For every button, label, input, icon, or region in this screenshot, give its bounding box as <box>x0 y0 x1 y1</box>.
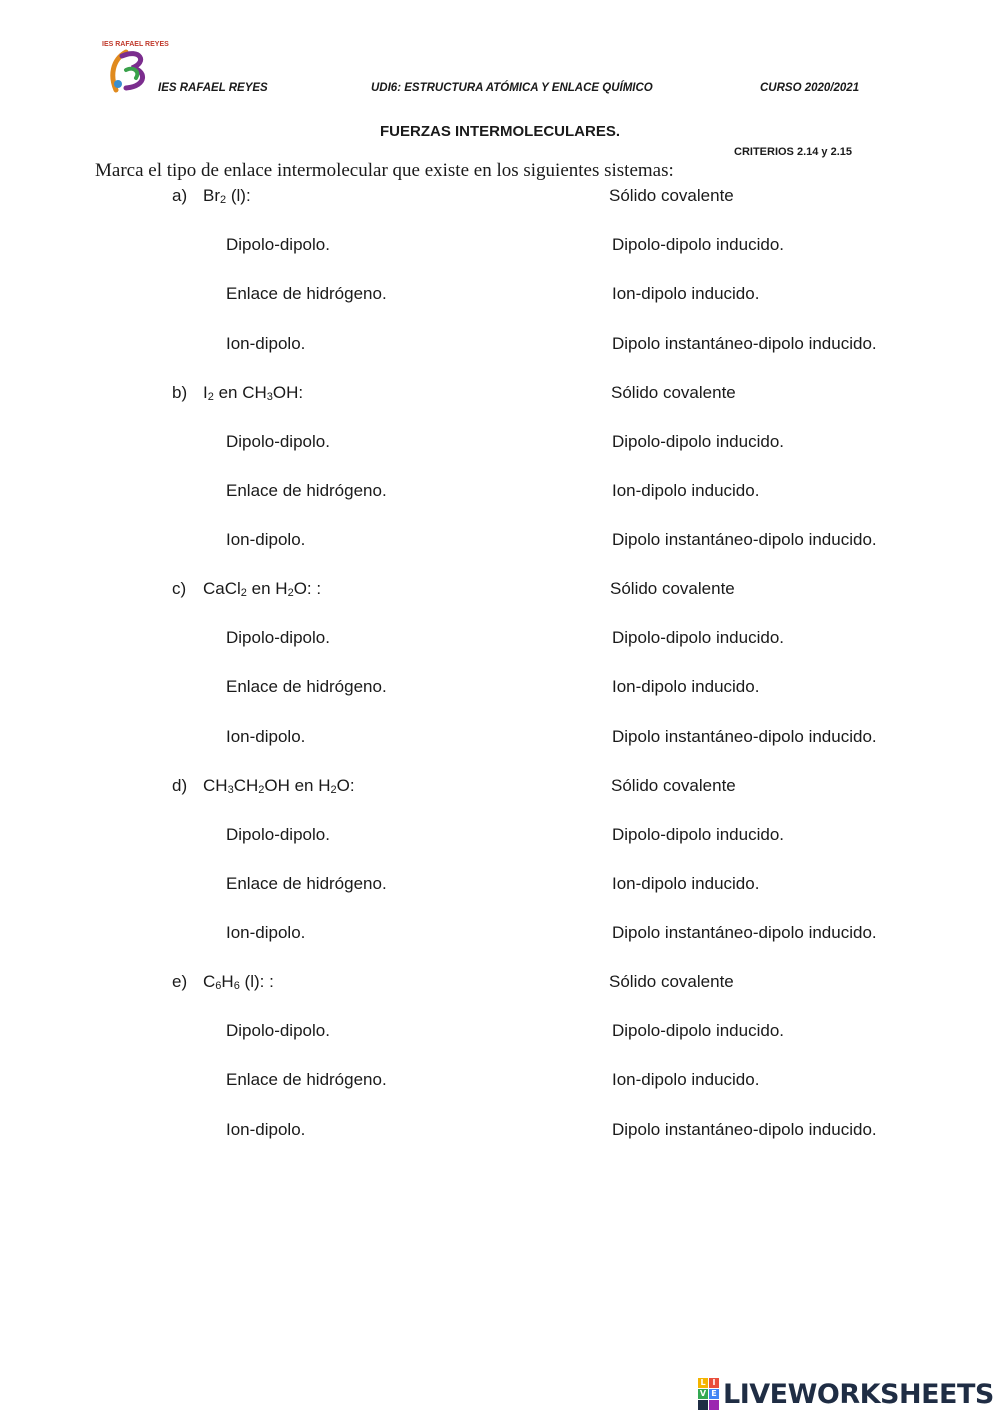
question-formula: $I_2$ en $CH_3OH$: <box>203 382 304 403</box>
option-solid-covalent[interactable]: Sólido covalente <box>611 775 736 795</box>
option-instant[interactable]: Dipolo instantáneo-dipolo inducido. <box>612 923 877 943</box>
question-letter: a) <box>172 186 188 205</box>
question-formula: $C_6H_6$ (l): : <box>203 972 274 992</box>
option-instant[interactable]: Dipolo instantáneo-dipolo inducido. <box>612 1119 877 1139</box>
option-instant[interactable]: Dipolo instantáneo-dipolo inducido. <box>612 530 877 550</box>
option-solid-covalent[interactable]: Sólido covalente <box>610 579 735 598</box>
question-letter: e) <box>172 972 188 991</box>
option-hydrogen[interactable]: Enlace de hidrógeno. <box>226 480 387 500</box>
option-hydrogen[interactable]: Enlace de hidrógeno. <box>226 284 387 304</box>
question-label <box>172 383 303 403</box>
option-hydrogen[interactable]: Enlace de hidrógeno. <box>226 1070 387 1090</box>
option-ion-induced[interactable]: Ion-dipolo inducido. <box>612 1070 760 1090</box>
option-solid-covalent[interactable]: Sólido covalente <box>611 382 736 402</box>
option-dipole-induced[interactable]: Dipolo-dipolo inducido. <box>612 431 785 451</box>
brand-tile: E <box>709 1389 719 1399</box>
option-solid-covalent[interactable]: Sólido covalente <box>609 186 734 205</box>
school-logo <box>96 36 169 96</box>
question-label <box>172 186 251 206</box>
brand-logo-icon <box>698 1378 719 1410</box>
option-instant[interactable]: Dipolo instantáneo-dipolo inducido. <box>612 333 877 353</box>
question-letter: d) <box>172 775 188 795</box>
brand-tile: V <box>699 1389 707 1398</box>
option-ion-dipole[interactable]: Ion-dipolo. <box>226 726 306 746</box>
option-dipole-induced[interactable]: Dipolo-dipolo inducido. <box>612 1021 785 1041</box>
logo-lettering: IES RAFAEL REYES <box>102 41 169 48</box>
option-ion-dipole[interactable]: Ion-dipolo. <box>226 1119 306 1139</box>
option-ion-induced[interactable]: Ion-dipolo inducido. <box>612 677 760 697</box>
liveworksheets-brand <box>698 1378 994 1410</box>
brand-tile: L <box>698 1378 708 1388</box>
school-name: IES RAFAEL REYES <box>158 82 268 94</box>
question-label <box>172 579 321 599</box>
option-dipole-induced[interactable]: Dipolo-dipolo inducido. <box>612 824 785 844</box>
option-hydrogen[interactable]: Enlace de hidrógeno. <box>226 873 387 893</box>
question-label <box>172 972 274 992</box>
question-letter: c) <box>172 579 187 598</box>
page-title: FUERZAS INTERMOLECULARES. <box>380 123 620 140</box>
instruction-text: Marca el tipo de enlace intermolecular que existe en los siguientes sistemas: <box>95 160 674 181</box>
option-dipole-induced[interactable]: Dipolo-dipolo inducido. <box>612 628 785 648</box>
question-formula: $Br_2$ (l): <box>203 186 251 206</box>
option-dipole-dipole[interactable]: Dipolo-dipolo. <box>226 824 330 844</box>
option-ion-dipole[interactable]: Ion-dipolo. <box>226 333 306 353</box>
brand-text: LIVEWORKSHEETS <box>723 1378 994 1410</box>
brand-tile <box>698 1400 708 1410</box>
option-ion-induced[interactable]: Ion-dipolo inducido. <box>612 284 760 304</box>
option-ion-dipole[interactable]: Ion-dipolo. <box>226 923 306 943</box>
brand-tile: I <box>709 1378 719 1388</box>
brand-tile <box>709 1400 719 1410</box>
question-formula: $CH_3CH_2OH$ en $H_2O$: <box>203 775 355 796</box>
option-dipole-dipole[interactable]: Dipolo-dipolo. <box>226 1021 330 1041</box>
option-solid-covalent[interactable]: Sólido covalente <box>609 972 734 991</box>
option-dipole-dipole[interactable]: Dipolo-dipolo. <box>226 431 330 451</box>
option-ion-dipole[interactable]: Ion-dipolo. <box>226 530 306 550</box>
option-ion-induced[interactable]: Ion-dipolo inducido. <box>612 873 760 893</box>
course-year: CURSO 2020/2021 <box>760 82 860 94</box>
option-hydrogen[interactable]: Enlace de hidrógeno. <box>226 677 387 697</box>
option-dipole-dipole[interactable]: Dipolo-dipolo. <box>226 628 330 648</box>
question-label <box>172 776 355 796</box>
option-dipole-dipole[interactable]: Dipolo-dipolo. <box>226 235 330 255</box>
option-instant[interactable]: Dipolo instantáneo-dipolo inducido. <box>612 726 877 746</box>
criteria-label: CRITERIOS 2.14 y 2.15 <box>734 146 852 158</box>
unit-name: UDI6: ESTRUCTURA ATÓMICA Y ENLACE QUÍMICO <box>371 82 653 94</box>
question-letter: b) <box>172 382 188 402</box>
question-formula: CaCl$_2$ en $H_2O$: : <box>203 579 322 599</box>
option-dipole-induced[interactable]: Dipolo-dipolo inducido. <box>612 235 785 255</box>
option-ion-induced[interactable]: Ion-dipolo inducido. <box>612 480 760 500</box>
